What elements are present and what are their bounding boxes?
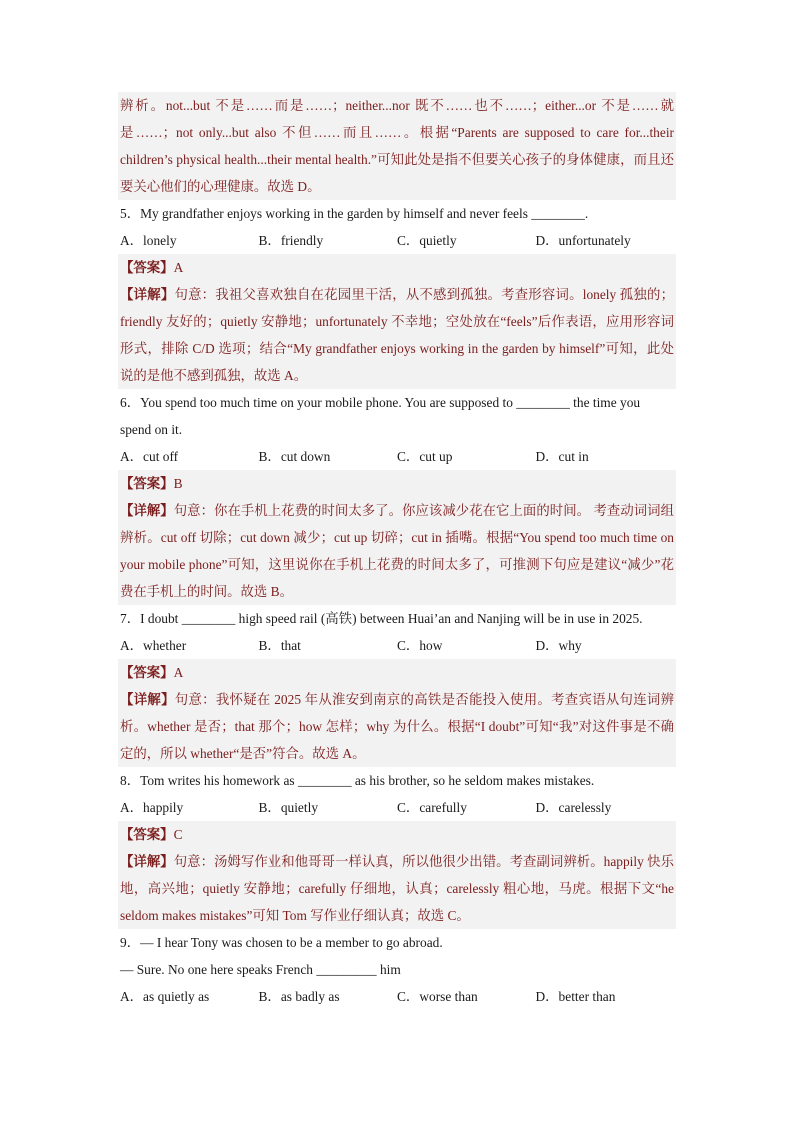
- question-stem: 8．Tom writes his homework as ________ as his brother, so he seldom makes mistakes.: [120, 773, 595, 788]
- detail-text: 句意：你在手机上花费的时间太多了。你应该减少花在它上面的时间。 考查动词词组辨析。cut off 切除；cut down 减少；cut up 切碎；cut in 插嘴。根据“You spend too much time on your mobile phone”可知，这里说你在手机上花费的时间太多了，可推测下句应是建议“减少”花费在手机上的时间。故选 B。: [120, 503, 674, 599]
- question-8: [118, 767, 676, 929]
- detail-line: [120, 686, 674, 767]
- question-stem: 6．You spend too much time on your mobile phone. You are supposed to ________ the time you spend on it.: [120, 395, 641, 437]
- options-row: [118, 794, 676, 821]
- answer-tag: 【答案】: [120, 665, 174, 680]
- question-stem: 5．My grandfather enjoys working in the garden by himself and never feels ________.: [120, 206, 589, 221]
- answer-block: [118, 254, 676, 389]
- detail-line: [120, 848, 674, 929]
- question-6: [118, 389, 676, 605]
- detail-tag: 【详解】: [120, 287, 175, 302]
- answer-tag: 【答案】: [120, 827, 174, 842]
- question-5: [118, 200, 676, 389]
- answer-block: [118, 470, 676, 605]
- answer-line: [120, 659, 674, 686]
- detail-tag: 【详解】: [120, 692, 175, 707]
- answer-tag: 【答案】: [120, 260, 174, 275]
- option-c: C．cut up: [397, 449, 453, 464]
- detail-line: [120, 497, 674, 605]
- options-row: [118, 227, 676, 254]
- option-b: B．as badly as: [258, 989, 340, 1004]
- option-a: A．happily: [120, 800, 184, 815]
- question-stem: 7．I doubt ________ high speed rail (高铁) between Huai’an and Nanjing will be in use in 2025.: [120, 611, 643, 626]
- option-d: D．unfortunately: [535, 233, 631, 248]
- answer-block: [118, 821, 676, 929]
- answer-value: B: [173, 476, 183, 491]
- option-b: B．cut down: [258, 449, 331, 464]
- answer-line: [120, 821, 674, 848]
- option-b: B．friendly: [258, 233, 324, 248]
- answer-line: [120, 470, 674, 497]
- answer-value: A: [173, 665, 184, 680]
- option-c: C．quietly: [397, 233, 457, 248]
- question-9: [118, 929, 676, 1010]
- explanation-text: 辨析。not...but 不是……而是……；neither...nor 既不……也不……；either...or 不是……就是……；not only...but also 不但……而且……。根据“Parents are supposed to care for...their children’s physical health...their mental health.”可知此处是指不但要关心孩子的身体健康，而且还要关心他们的心理健康。故选 D。: [120, 98, 674, 194]
- option-d: D．carelessly: [535, 800, 612, 815]
- document-page: [118, 92, 676, 1010]
- answer-tag: 【答案】: [120, 476, 174, 491]
- option-b: B．quietly: [258, 800, 319, 815]
- detail-tag: 【详解】: [120, 854, 174, 869]
- option-c: C．how: [397, 638, 443, 653]
- option-a: A．as quietly as: [120, 989, 210, 1004]
- answer-value: C: [173, 827, 183, 842]
- question-stem: 9．— I hear Tony was chosen to be a member to go abroad.: [120, 935, 443, 950]
- option-a: A．cut off: [120, 449, 179, 464]
- detail-line: [120, 281, 674, 389]
- detail-text: 句意：我怀疑在 2025 年从淮安到南京的高铁是否能投入使用。考查宾语从句连词辨析。whether 是否；that 那个；how 怎样；why 为什么。根据“I doubt”可知“我”对这件事是不确定的，所以 whether“是否”符合。故选 A。: [120, 692, 674, 761]
- answer-value: A: [173, 260, 184, 275]
- option-b: B．that: [258, 638, 301, 653]
- option-c: C．carefully: [397, 800, 467, 815]
- options-row: [118, 443, 676, 470]
- option-d: D．why: [535, 638, 582, 653]
- option-d: D．cut in: [535, 449, 589, 464]
- answer-line: [120, 254, 674, 281]
- option-c: C．worse than: [397, 989, 478, 1004]
- options-row: [118, 983, 676, 1010]
- question-7: [118, 605, 676, 767]
- option-a: A．whether: [120, 638, 187, 653]
- answer-block: [118, 659, 676, 767]
- explanation-block: [118, 92, 676, 200]
- option-a: A．lonely: [120, 233, 177, 248]
- question-stem-line-2: — Sure. No one here speaks French _________ him: [120, 962, 401, 977]
- detail-text: 句意：汤姆写作业和他哥哥一样认真，所以他很少出错。考查副词辨析。happily 快乐地，高兴地；quietly 安静地；carefully 仔细地，认真；carelessly 粗心地，马虎。根据下文“he seldom makes mistakes”可知 Tom 写作业仔细认真；故选 C。: [120, 854, 675, 923]
- options-row: [118, 632, 676, 659]
- option-d: D．better than: [535, 989, 616, 1004]
- detail-tag: 【详解】: [120, 503, 174, 518]
- detail-text: 句意：我祖父喜欢独自在花园里干活，从不感到孤独。考查形容词。lonely 孤独的；friendly 友好的；quietly 安静地；unfortunately 不幸地；空处放在“feels”后作表语，应用形容词形式，排除 C/D 选项；结合“My grandfather enjoys working in the garden by himself”可知，此处说的是他不感到孤独，故选 A。: [120, 287, 675, 383]
